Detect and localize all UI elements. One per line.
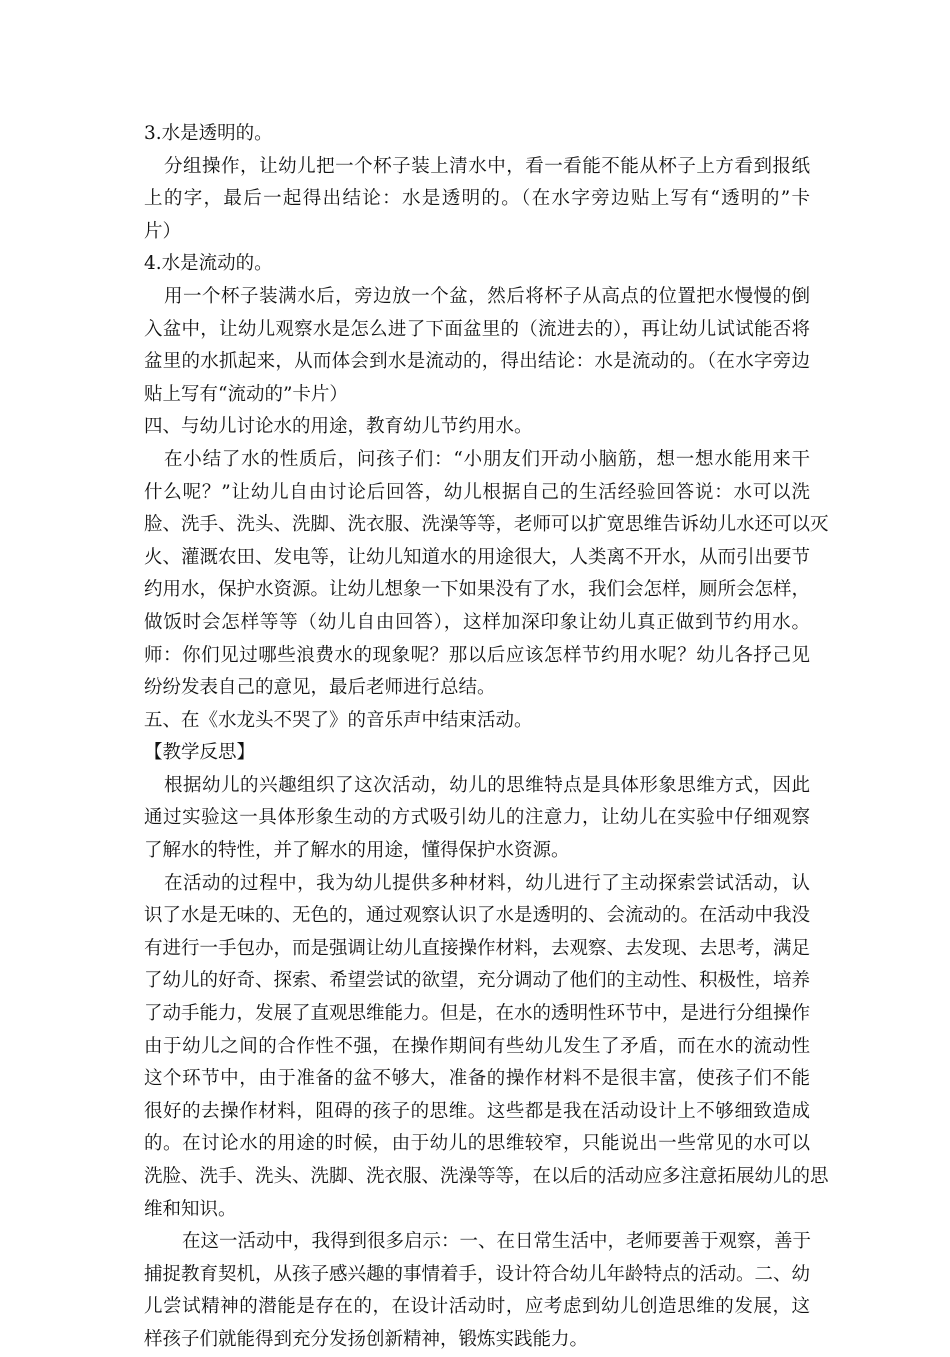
- text-line: 分组操作，让幼儿把一个杯子装上清水中，看一看能不能从杯子上方看到报纸: [164, 155, 810, 177]
- text-line: 了解水的特性，并了解水的用途，懂得保护水资源。: [144, 840, 570, 862]
- paragraph: [144, 868, 829, 1227]
- text-line: 上的字，最后一起得出结论：水是透明的。（在水字旁边贴上写有“透明的”卡: [144, 188, 810, 210]
- text-line: 脸、洗手、洗头、洗脚、洗衣服、洗澡等等，老师可以扩宽思维告诉幼儿水还可以灭: [144, 514, 829, 536]
- paragraph: [144, 705, 810, 738]
- text-line: 了幼儿的好奇、探索、希望尝试的欲望，充分调动了他们的主动性、积极性，培养: [144, 970, 811, 992]
- text-line: 【教学反思】: [144, 742, 256, 764]
- text-line: 四、与幼儿讨论水的用途，教育幼儿节约用水。: [144, 416, 533, 438]
- text-line: 捕捉教育契机，从孩子感兴趣的事情着手，设计符合幼儿年龄特点的活动。二、幼: [144, 1263, 811, 1285]
- text-line: 盆里的水抓起来，从而体会到水是流动的，得出结论：水是流动的。（在水字旁边: [144, 351, 810, 373]
- text-line: 贴上写有“流动的”卡片）: [144, 383, 348, 405]
- text-line: 火、灌溉农田、发电等，让幼儿知道水的用途很大，人类离不开水，从而引出要节: [144, 546, 811, 568]
- text-line: 入盆中，让幼儿观察水是怎么进了下面盆里的（流进去的），再让幼儿试试能否将: [144, 318, 810, 340]
- text-line: 通过实验这一具体形象生动的方式吸引幼儿的注意力，让幼儿在实验中仔细观察: [144, 807, 810, 829]
- text-line: 做饭时会怎样等等（幼儿自由回答），这样加深印象让幼儿真正做到节约用水。: [144, 611, 810, 633]
- text-line: 纷纷发表自己的意见，最后老师进行总结。: [144, 677, 496, 699]
- text-line: 3.水是透明的。: [144, 123, 273, 144]
- text-line: 这个环节中，由于准备的盆不够大，准备的操作材料不是很丰富，使孩子们不能: [144, 1068, 810, 1090]
- text-line: 很好的去操作材料，阻碍的孩子的思维。这些都是我在活动设计上不够细致造成: [144, 1100, 810, 1122]
- paragraph: [144, 151, 810, 249]
- text-line: 根据幼儿的兴趣组织了这次活动，幼儿的思维特点是具体形象思维方式，因此: [164, 774, 810, 796]
- text-line: 在小结了水的性质后，问孩子们：“小朋友们开动小脑筋，想一想水能用来干: [164, 448, 810, 470]
- paragraph: [144, 248, 810, 281]
- text-line: 维和知识。: [144, 1198, 237, 1220]
- text-line: 4.水是流动的。: [144, 253, 273, 275]
- paragraph: [144, 444, 829, 705]
- text-line: 了动手能力，发展了直观思维能力。但是，在水的透明性环节中，是进行分组操作: [144, 1003, 811, 1025]
- text-line: 在这一活动中，我得到很多启示：一、在日常生活中，老师要善于观察，善于: [182, 1231, 812, 1253]
- text-line: 样孩子们就能得到充分发扬创新精神，锻炼实践能力。: [144, 1328, 589, 1350]
- text-line: 在活动的过程中，我为幼儿提供多种材料，幼儿进行了主动探索尝试活动，认: [164, 872, 810, 894]
- text-line: 由于幼儿之间的合作性不强，在操作期间有些幼儿发生了矛盾，而在水的流动性: [144, 1035, 810, 1057]
- text-line: 洗脸、洗手、洗头、洗脚、洗衣服、洗澡等等，在以后的活动应多注意拓展幼儿的思: [144, 1166, 829, 1187]
- paragraph: [144, 770, 810, 868]
- text-line: 有进行一手包办，而是强调让幼儿直接操作材料，去观察、去发现、去思考，满足: [144, 937, 811, 959]
- paragraph: [144, 1226, 810, 1356]
- text-line: 五、在《水龙头不哭了》的音乐声中结束活动。: [144, 709, 533, 731]
- text-line: 片）: [144, 220, 182, 242]
- text-line: 识了水是无味的、无色的，通过观察认识了水是透明的、会流动的。在活动中我没: [144, 905, 811, 927]
- text-line: 什么呢？”让幼儿自由讨论后回答，幼儿根据自己的生活经验回答说：水可以洗: [144, 481, 810, 503]
- paragraph: [144, 118, 810, 151]
- text-line: 用一个杯子装满水后，旁边放一个盆，然后将杯子从高点的位置把水慢慢的倒: [164, 285, 810, 307]
- paragraph: [144, 737, 810, 770]
- text-line: 儿尝试精神的潜能是存在的，在设计活动时，应考虑到幼儿创造思维的发展，这: [144, 1296, 810, 1318]
- document-page: [144, 118, 829, 1357]
- text-line: 的。在讨论水的用途的时候，由于幼儿的思维较窄，只能说出一些常见的水可以: [144, 1133, 810, 1155]
- text-line: 约用水，保护水资源。让幼儿想象一下如果没有了水，我们会怎样，厕所会怎样，: [144, 579, 811, 601]
- paragraph: [144, 281, 810, 411]
- paragraph: [144, 411, 810, 444]
- text-line: 师：你们见过哪些浪费水的现象呢？那以后应该怎样节约用水呢？幼儿各抒己见: [144, 644, 810, 666]
